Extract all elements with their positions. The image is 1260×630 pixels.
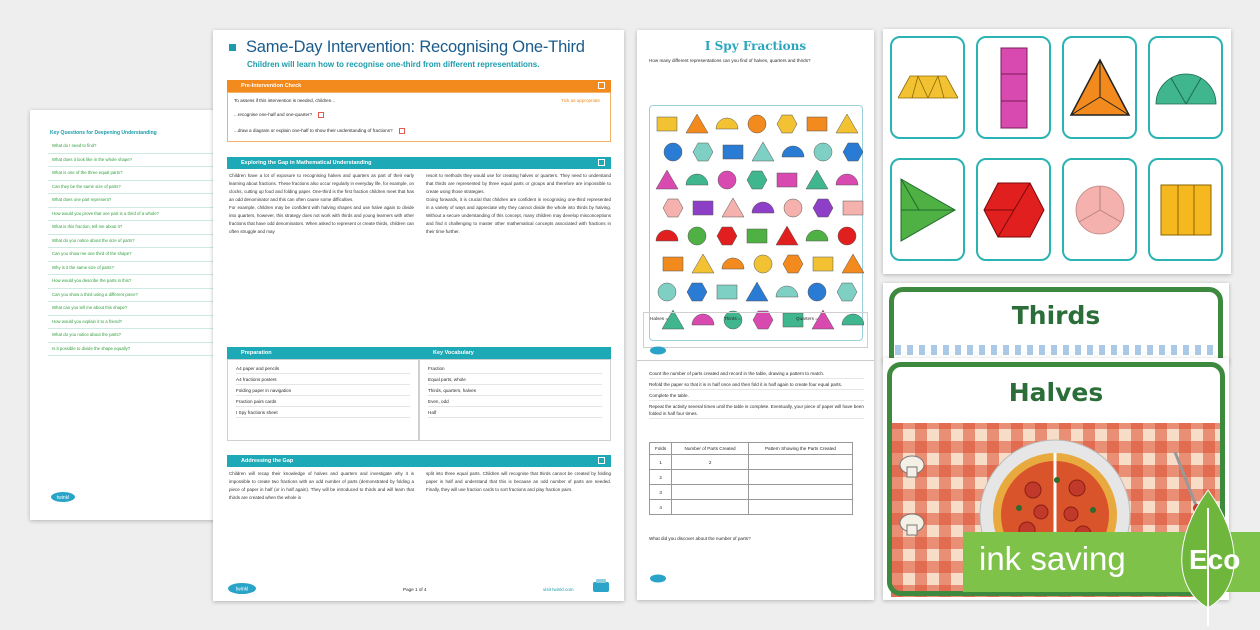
svg-text:twinkl: twinkl bbox=[235, 586, 249, 593]
table-cell bbox=[748, 455, 852, 470]
fraction-shape[interactable] bbox=[837, 283, 857, 301]
key-question: What do you notice about the size of parts? bbox=[48, 235, 216, 249]
halves-title: Halves bbox=[1008, 378, 1104, 407]
fraction-shape[interactable] bbox=[842, 254, 864, 273]
fraction-shape[interactable] bbox=[692, 254, 714, 273]
tablecloth-strip bbox=[895, 345, 1217, 355]
fraction-shape[interactable] bbox=[776, 286, 798, 297]
card-circle-thirds[interactable] bbox=[1062, 158, 1137, 261]
addressing-header: Addressing the Gap bbox=[227, 455, 611, 467]
key-questions-list bbox=[48, 140, 216, 356]
fraction-shape[interactable] bbox=[722, 258, 744, 269]
table-cell bbox=[748, 485, 852, 500]
tally-thirds: Thirds = bbox=[724, 316, 741, 321]
fraction-shape[interactable] bbox=[693, 201, 713, 215]
twinkl-logo bbox=[649, 342, 667, 360]
table-cell: 4 bbox=[650, 500, 672, 515]
key-question: What is this fraction, tell me about it? bbox=[48, 221, 216, 235]
preparation-item: I Spy fractions sheet bbox=[236, 407, 410, 418]
table-row bbox=[650, 455, 853, 470]
fraction-shape[interactable] bbox=[687, 283, 707, 301]
key-question: How would you describe the parts in this? bbox=[48, 275, 216, 289]
fraction-shape[interactable] bbox=[843, 201, 863, 215]
fraction-shape[interactable] bbox=[716, 118, 738, 129]
preparation-item: Fraction pairs cards bbox=[236, 396, 410, 407]
key-question: What do I need to find? bbox=[48, 140, 216, 154]
fraction-shape[interactable] bbox=[747, 171, 767, 189]
key-question: What can you tell me about this shape? bbox=[48, 302, 216, 316]
folds-table bbox=[649, 442, 853, 515]
twinkl-logo bbox=[50, 490, 76, 508]
fraction-shape[interactable] bbox=[836, 174, 858, 185]
title-bullet bbox=[229, 44, 236, 51]
fraction-shape[interactable] bbox=[693, 143, 713, 161]
fraction-cards-sheet bbox=[883, 29, 1231, 274]
fraction-shape[interactable] bbox=[752, 202, 774, 213]
table-cell: 2 bbox=[672, 455, 749, 470]
fraction-shape[interactable] bbox=[814, 143, 832, 161]
twinkl-shop-icon bbox=[591, 578, 611, 599]
fraction-shape[interactable] bbox=[686, 174, 708, 185]
fraction-shape[interactable] bbox=[663, 257, 683, 271]
vocabulary-item: Even, odd bbox=[428, 396, 602, 407]
key-question: What is one of the three equal parts? bbox=[48, 167, 216, 181]
ink-saving-text: ink saving bbox=[979, 540, 1126, 577]
doc-icon bbox=[598, 159, 605, 166]
mushrooms bbox=[897, 453, 927, 553]
table-row bbox=[650, 485, 853, 500]
table-cell bbox=[672, 470, 749, 485]
key-question: Why is it the same size of parts? bbox=[48, 262, 216, 276]
fraction-shape[interactable] bbox=[717, 285, 737, 299]
table-cell bbox=[672, 485, 749, 500]
vocabulary-item: Half bbox=[428, 407, 602, 418]
fraction-shape[interactable] bbox=[838, 227, 856, 245]
fraction-shape[interactable] bbox=[722, 198, 744, 217]
instruction-item: Refold the paper so that it is in half once and then fold it in half again to create four equal parts. bbox=[649, 379, 864, 390]
exploring-header: Exploring the Gap in Mathematical Understanding bbox=[227, 157, 611, 169]
card-square-thirds[interactable] bbox=[1148, 158, 1223, 261]
thirds-poster bbox=[883, 283, 1229, 363]
twinkl-logo bbox=[649, 570, 667, 588]
key-question: Can you show a third using a different piece? bbox=[48, 289, 216, 303]
key-question: What does it look like in the whole shape? bbox=[48, 154, 216, 168]
table-row bbox=[650, 470, 853, 485]
table-cell bbox=[748, 500, 852, 515]
key-questions-sheet bbox=[30, 110, 220, 520]
eco-text: Eco bbox=[1189, 544, 1241, 575]
fraction-shape[interactable] bbox=[748, 115, 766, 133]
fraction-shape[interactable] bbox=[783, 255, 803, 273]
table-header: Folds bbox=[650, 443, 672, 455]
fraction-shape[interactable] bbox=[836, 114, 858, 133]
pre-check-item-2: ...draw a diagram or explain one-half to show their understanding of fractions? bbox=[234, 127, 405, 134]
fraction-shape[interactable] bbox=[656, 230, 678, 241]
fraction-shape[interactable] bbox=[782, 146, 804, 157]
tally-row bbox=[643, 312, 868, 348]
fraction-shape[interactable] bbox=[718, 171, 736, 189]
page-title: Same-Day Intervention: Recognising One-Third bbox=[246, 38, 585, 56]
i-spy-title: I Spy Fractions bbox=[704, 39, 807, 53]
fraction-shape[interactable] bbox=[777, 115, 797, 133]
fraction-shape[interactable] bbox=[806, 230, 828, 241]
page-subtitle: Children will learn how to recognise one-third from different representations. bbox=[247, 60, 540, 69]
card-semicircle-thirds[interactable] bbox=[1148, 36, 1223, 139]
shape-board bbox=[649, 105, 863, 341]
fraction-shape[interactable] bbox=[752, 142, 774, 161]
pre-check-item-1: ...recognise one-half and one-quarter? bbox=[234, 111, 324, 118]
table-cell: 3 bbox=[650, 485, 672, 500]
fraction-shape[interactable] bbox=[746, 282, 768, 301]
vocabulary-item: Equal parts, whole bbox=[428, 374, 602, 385]
shape-board-graphic bbox=[650, 106, 864, 342]
fraction-shape[interactable] bbox=[806, 170, 828, 189]
fraction-shape[interactable] bbox=[813, 199, 833, 217]
fraction-shape[interactable] bbox=[843, 143, 863, 161]
key-question: How would you explain it to a friend? bbox=[48, 316, 216, 330]
table-header: Pattern Showing the Parts Created bbox=[748, 443, 852, 455]
preparation-header: Preparation bbox=[227, 347, 419, 359]
fraction-shape[interactable] bbox=[664, 143, 682, 161]
fraction-shape[interactable] bbox=[776, 226, 798, 245]
table-row bbox=[650, 500, 853, 515]
card-hexagon-thirds[interactable] bbox=[976, 158, 1051, 261]
page-number: Page 1 of 4 bbox=[403, 587, 427, 592]
fraction-shape[interactable] bbox=[658, 283, 676, 301]
fraction-shape[interactable] bbox=[808, 283, 826, 301]
fraction-shape[interactable] bbox=[807, 117, 827, 131]
i-spy-question: How many different representations can you find of halves, quarters and thirds? bbox=[649, 58, 811, 63]
thirds-title: Thirds bbox=[1011, 301, 1101, 330]
vocabulary-item: Fraction bbox=[428, 363, 602, 374]
bottom-question: What did you discover about the number of parts? bbox=[649, 536, 751, 541]
vocabulary-box bbox=[419, 359, 611, 441]
twinkl-logo bbox=[227, 582, 257, 600]
preparation-box bbox=[227, 359, 419, 441]
pre-check-header: Pre-Intervention Check bbox=[227, 80, 611, 92]
doc-icon bbox=[598, 82, 605, 89]
svg-text:twinkl: twinkl bbox=[56, 495, 70, 501]
card-rectangle-thirds[interactable] bbox=[976, 36, 1051, 139]
footer-url[interactable]: visit twinkl.com bbox=[543, 587, 574, 592]
fraction-shape[interactable] bbox=[656, 170, 678, 189]
intervention-sheet bbox=[213, 30, 624, 601]
key-question: How would you prove that one part is a third of a whole? bbox=[48, 208, 216, 222]
table-cell: 2 bbox=[650, 470, 672, 485]
card-triangle-thirds[interactable] bbox=[1062, 36, 1137, 139]
fraction-shape[interactable] bbox=[754, 255, 772, 273]
fraction-shape[interactable] bbox=[723, 145, 743, 159]
addressing-text-col2: split into three equal parts. Children will recognise that thirds cannot be created by folding paper in half and understand that this is because an odd number of parts are needed. Finally, they will use fraction cards to sort fractions and play fraction pairs. bbox=[426, 471, 611, 492]
fraction-shape[interactable] bbox=[657, 117, 677, 131]
instruction-item: Complete the table. bbox=[649, 390, 864, 401]
tick-box[interactable] bbox=[399, 128, 405, 134]
pre-check-box bbox=[227, 92, 611, 142]
pre-check-note: Tick as appropriate bbox=[561, 98, 600, 103]
fraction-shape[interactable] bbox=[688, 227, 706, 245]
key-questions-title: Key Questions for Deepening Understanding bbox=[50, 130, 157, 136]
fraction-shape[interactable] bbox=[813, 257, 833, 271]
preparation-item: A4 fractions posters bbox=[236, 374, 410, 385]
fraction-shape[interactable] bbox=[686, 114, 708, 133]
instruction-item: Repeat the activity several times until the table is complete. Eventually, your piece of paper will have been folded in half four times. bbox=[649, 401, 864, 419]
preparation-item: A4 paper and pencils bbox=[236, 363, 410, 374]
vocabulary-item: Thirds, quarters, halves bbox=[428, 385, 602, 396]
addressing-text-col1: Children will recap their knowledge of halves and quarters and investigate why it is impossible to create two fractions with an odd number of parts (demonstrated by folding a piece of paper in half (or in half again). They will be introduced to thirds and will learn that thirds are created when the whole is bbox=[229, 471, 414, 500]
page-divider bbox=[637, 360, 874, 361]
vocabulary-header: Key Vocabulary bbox=[419, 347, 611, 359]
table-cell: 1 bbox=[650, 455, 672, 470]
page-title-row bbox=[229, 38, 585, 57]
table-header: Number of Parts Created bbox=[672, 443, 749, 455]
instruction-item: Count the number of parts created and record in the table, drawing a pattern to match. bbox=[649, 368, 864, 379]
doc-icon bbox=[598, 457, 605, 464]
fraction-shape[interactable] bbox=[777, 173, 797, 187]
ink-saving-badge bbox=[963, 532, 1260, 592]
fraction-shape[interactable] bbox=[717, 227, 737, 245]
table-cell bbox=[672, 500, 749, 515]
exploring-text-col2: resort to methods they would use for creating halves or quarters. They need to understand that thirds are represented by three equal parts or groups and therefore are impossible to create using those strategies. Going forwards, it is crucial that children are confident in recognising one-third represented in a variety of ways and appreciate why they cannot divide the whole into thirds by halving. Without a secure understanding of this concept, many children may develop misconceptions and find it challenging to master other mathematical concepts associated with fractions in their time further. bbox=[426, 173, 611, 234]
preparation-item: Folding paper in navigation bbox=[236, 385, 410, 396]
key-question: What does one part represent? bbox=[48, 194, 216, 208]
fraction-shape[interactable] bbox=[747, 229, 767, 243]
tally-halves: Halves = bbox=[650, 316, 669, 321]
table-cell bbox=[748, 470, 852, 485]
tick-box[interactable] bbox=[318, 112, 324, 118]
card-trapezium-thirds[interactable] bbox=[890, 36, 965, 139]
fraction-shape[interactable] bbox=[784, 199, 802, 217]
key-question: Can you show me one third of the shape? bbox=[48, 248, 216, 262]
key-question: Is it possible to divide the shape equally? bbox=[48, 343, 216, 357]
i-spy-sheet bbox=[637, 30, 874, 600]
exploring-text-col1: Children have a lot of exposure to recognising halves and quarters as part of their early learning about fractions. These fractions also occur regularly in everyday life, for example, on clocks, cutting up food and folding paper. One-third is the first fraction children meet that has an odd denominator and this can often cause some difficulties. For example, children may be confident with halving shapes and use halve again to divide into quarters, however, this strategy does not work with thirds and young learners with other fractions that have odd denominators. When asked to represent or create thirds, children can often struggle and may bbox=[229, 173, 415, 234]
card-green-triangle-thirds[interactable] bbox=[890, 158, 965, 261]
key-question: Can they be the same size of parts? bbox=[48, 181, 216, 195]
key-question: What do you notice about the parts? bbox=[48, 329, 216, 343]
pre-check-intro: To assess if this intervention is needed, children... bbox=[234, 98, 336, 103]
tally-quarters: Quarters = bbox=[796, 316, 818, 321]
fraction-shape[interactable] bbox=[663, 199, 683, 217]
